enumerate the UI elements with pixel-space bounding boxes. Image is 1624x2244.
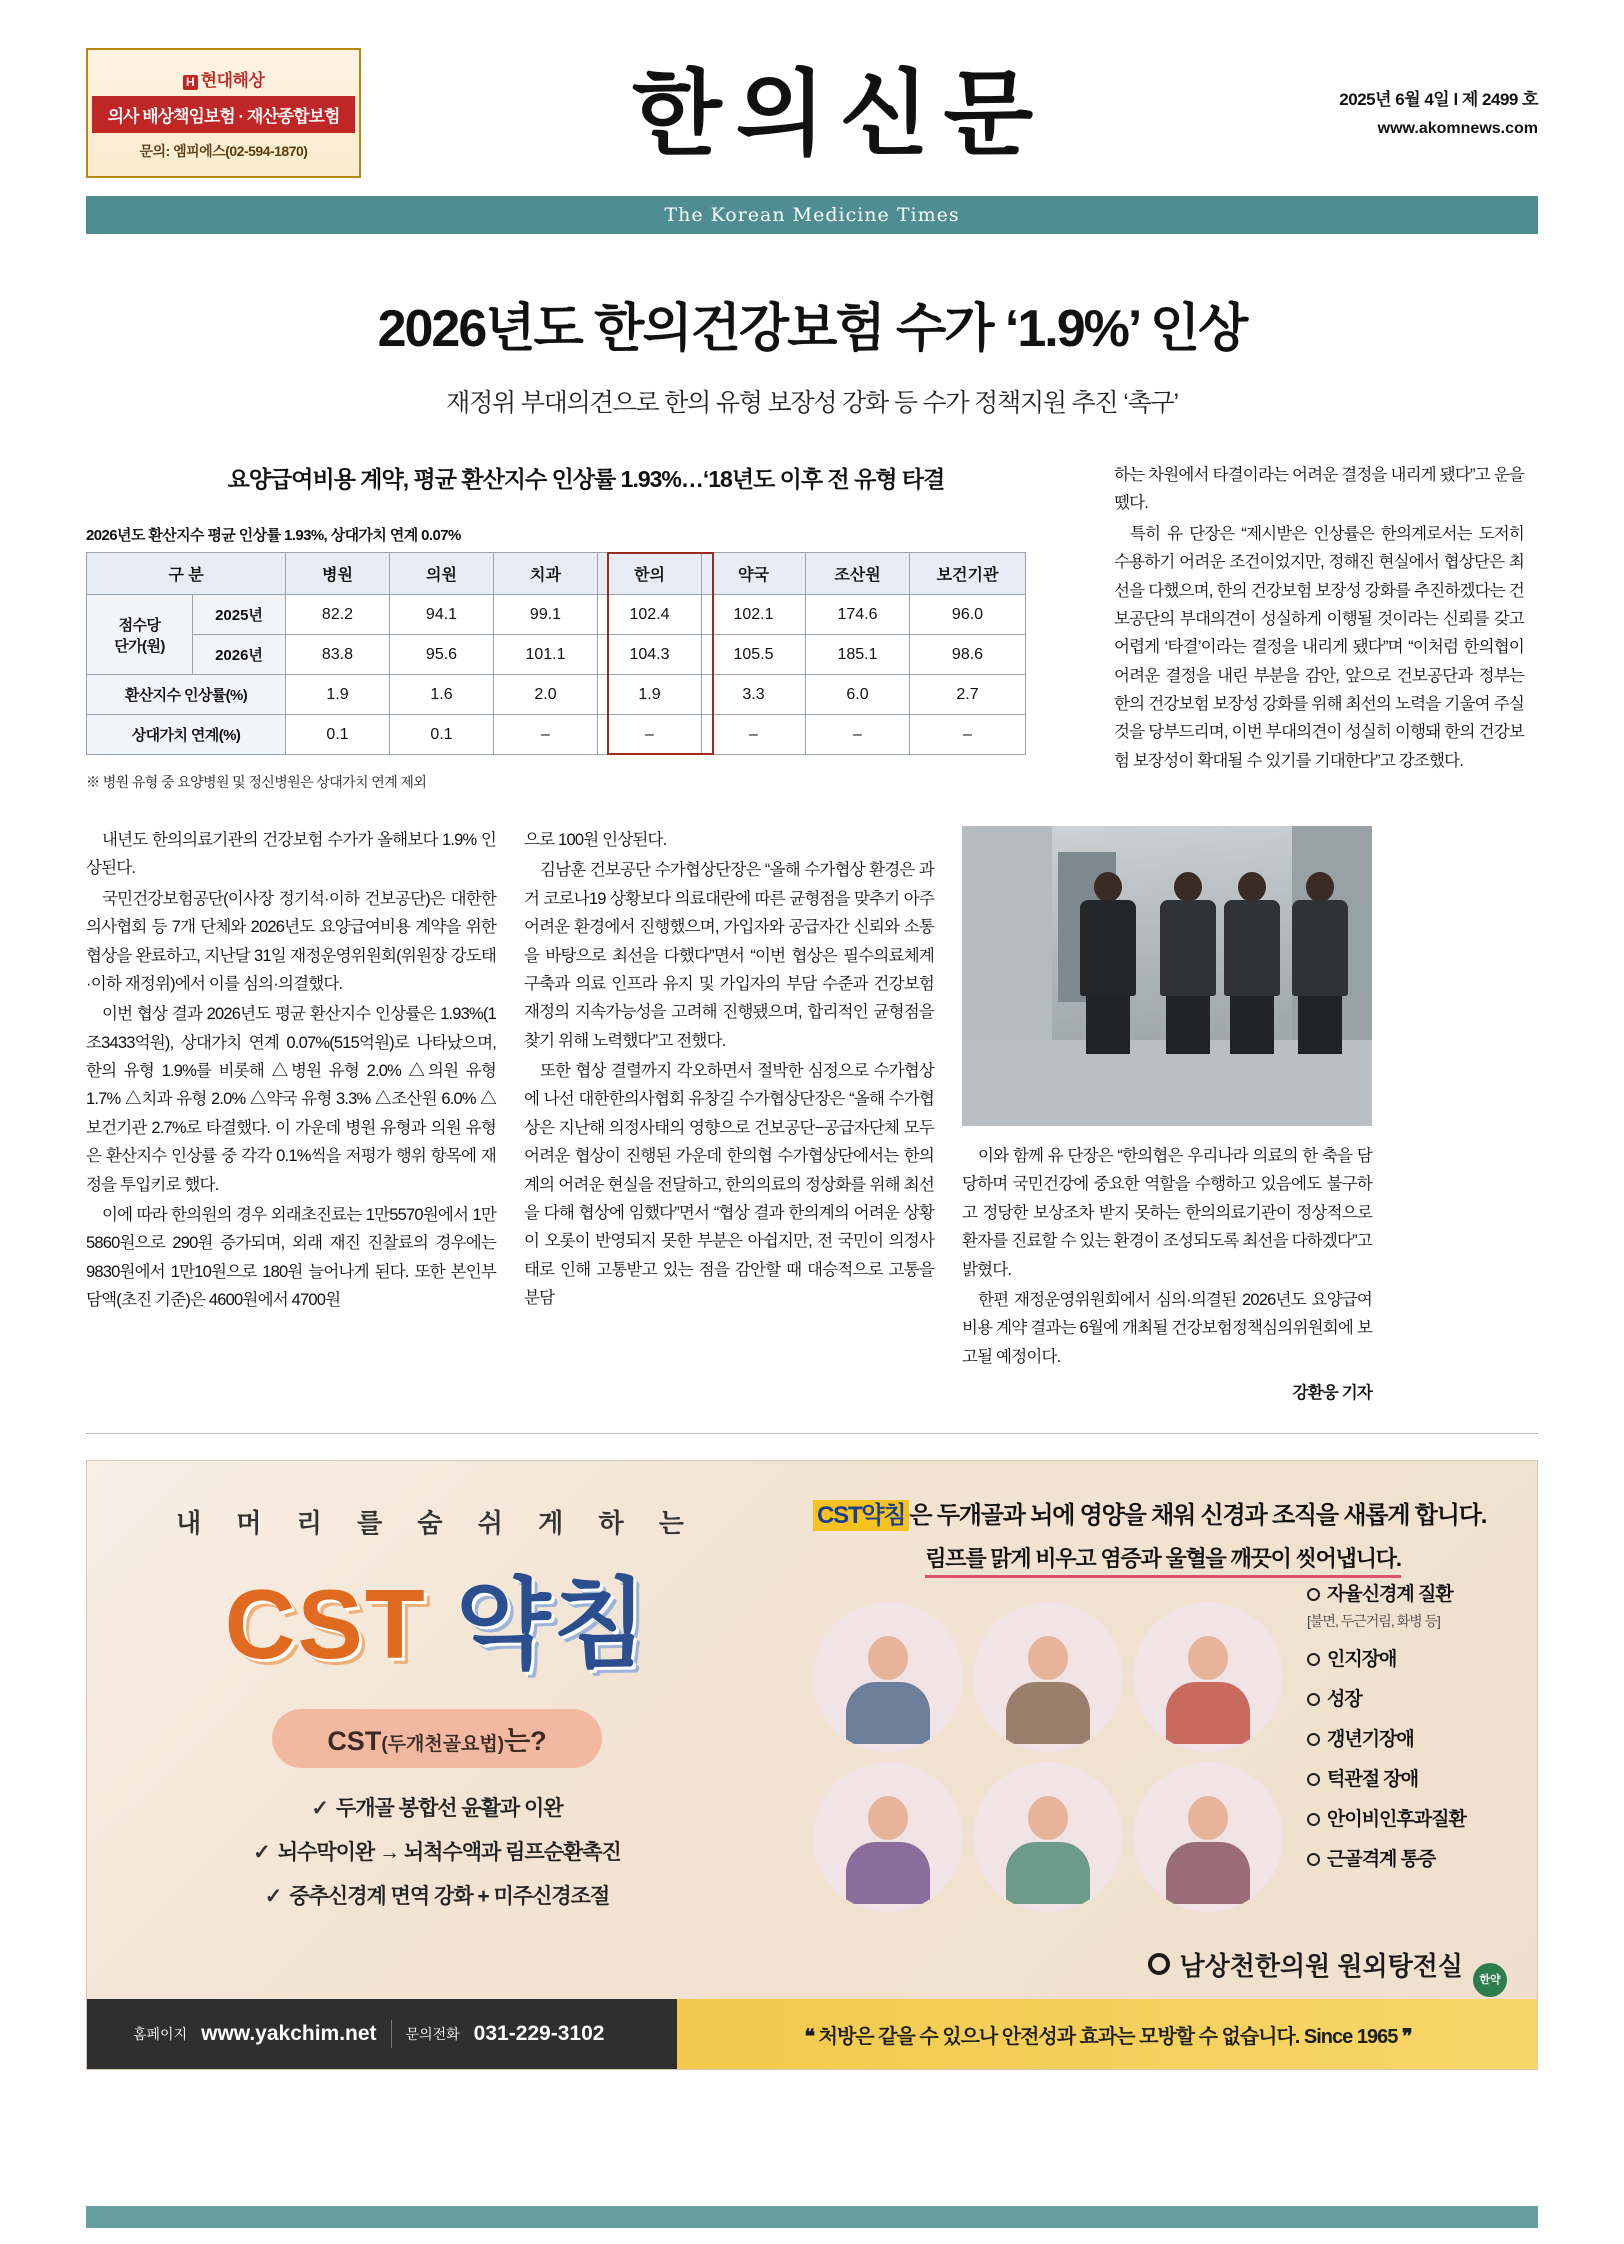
ad-headline-rest: 은 두개골과 뇌에 영양을 채워 신경과 조직을 새롭게 합니다. [909,1502,1487,1530]
cell-3-4: – [702,715,806,755]
insurance-logo: H 현대해상 [183,66,265,91]
cell-1-0: 83.8 [286,635,390,675]
ad-question-pill [272,1709,602,1768]
paragraph: 으로 100원 인상된다. [524,831,667,849]
ad-brand-title [121,1546,753,1687]
cell-2-6: 2.7 [910,675,1026,715]
ad-headline-2: 림프를 맑게 비우고 염증과 울혈을 깨끗이 씻어냅니다. [925,1542,1401,1578]
footer-strip [86,2206,1538,2228]
row-label-relative: 상대가치 연계(%) [87,715,286,755]
col-header-1: 병원 [286,553,390,595]
insurance-band: 의사 배상책임보험 · 재산종합보험 [92,96,355,133]
ad-slogan: ❝ 처방은 같을 수 있으나 안전성과 효과는 모방할 수 없습니다. Since 1965 ❞ [677,1999,1538,2069]
list-item [1307,1644,1537,1671]
row-sub-2025: 2025년 [193,595,286,635]
illustration-circle [1133,1602,1283,1752]
article-right-top [1114,461,1524,792]
article-column-2 [524,826,934,1407]
list-item [1307,1844,1537,1871]
tel-number[interactable]: 031-229-3102 [473,2022,605,2046]
list-item-label: 자율신경계 질환 [1327,1584,1453,1606]
divider [391,2020,392,2048]
rates-table [86,552,1026,755]
paragraph: 하는 차원에서 타결이라는 어려운 결정을 내리게 됐다”고 운을 뗐다. [1114,466,1524,513]
ad-illustration-grid [813,1602,1283,1912]
col-header-5: 약국 [702,553,806,595]
article-photo [962,826,1372,1126]
check-circle-icon [1307,1853,1320,1866]
divider [86,1433,1538,1434]
ad-bullet-list [121,1792,753,1910]
issue-info [1298,85,1538,142]
cell-0-5: 174.6 [806,595,910,635]
ad-symptom-list [1307,1579,1537,1884]
cell-1-5: 185.1 [806,635,910,675]
list-item-label: 두개골 봉합선 윤활과 이완 [335,1797,563,1821]
subheadline: 재정위 부대의견으로 한의 유형 보장성 강화 등 수가 정책지원 추진 ‘촉구’ [446,389,1178,417]
list-item [1307,1684,1537,1711]
paragraph: 내년도 한의의료기관의 건강보험 수가가 올해보다 1.9% 인상된다. [86,831,496,878]
table-caption: 2026년도 환산지수 평균 인상률 1.93%, 상대가치 연계 0.07% [86,527,461,544]
paragraph: 한편 재정운영위원회에서 심의·의결된 2026년도 요양급여비용 계약 결과는 6월에 개최될 건강보험정책심의위원회에 보고될 예정이다. [962,1290,1372,1366]
list-item-label: 갱년기장애 [1327,1729,1414,1751]
clinic-name: 남상천한의원 원외탕전실 [1179,1951,1463,1982]
cell-0-1: 94.1 [390,595,494,635]
cell-1-6: 98.6 [910,635,1026,675]
symptom-sub-label: [불면, 두근거림, 화병 등] [1307,1613,1440,1630]
article-column-1 [86,826,496,1407]
cell-3-2: – [494,715,598,755]
paragraph: 이번 협상 결과 2026년도 평균 환산지수 인상률은 1.93%(1조3433억원), 상대가치 연계 0.07%(515억원)로 나타났으며, 한의 유형 1.9%를 비롯해 △병원 유형 2.0% △의원 유형 1.7% △치과 유형 2.0% △약국 유형 3.3% △조산원 6.0% △보건기관 2.7%로 타결했다. 이 가운데 병원 유형과 의원 유형은 환산지수 인상률 중 각각 0.1%씩을 저평가 행위 항목에 재정을 투입키로 했다. [86,1005,496,1194]
list-item [121,1880,753,1910]
list-item-label: 중추신경계 면역 강화 + 미주신경조절 [289,1885,610,1909]
list-item [1307,1579,1537,1606]
check-icon: ✓ [264,1885,282,1909]
ad-footer-contact [87,1999,677,2069]
list-item [121,1836,753,1866]
check-circle-icon [1307,1653,1320,1666]
table-row [87,635,1026,675]
english-title-bar [86,196,1538,234]
ad-headline-mark: CST약침 [813,1500,909,1531]
ad-tagline: 내 머 리 를 숨 쉬 게 하 는 [176,1508,698,1539]
cell-2-5: 6.0 [806,675,910,715]
cell-0-3: 102.4 [598,595,702,635]
row-sub-2026: 2026년 [193,635,286,675]
cell-3-0: 0.1 [286,715,390,755]
ad-pill-tail: 는? [504,1726,547,1757]
cell-2-3: 1.9 [598,675,702,715]
paragraph: 이와 함께 유 단장은 “한의협은 우리나라 의료의 한 축을 담당하며 국민건강에 중요한 역할을 수행하고 있음에도 불구하고 정당한 보상조차 받지 못하는 한의의료기관이 정상적으로 환자를 진료할 수 있는 환경이 조성되도록 최선을 다하겠다”고 밝혔다. [962,1147,1372,1279]
tel-label: 문의전화 [405,2026,460,2043]
col-header-7: 보건기관 [910,553,1026,595]
cell-3-6: – [910,715,1026,755]
check-circle-icon [1307,1813,1320,1826]
col-header-0: 구 분 [87,553,286,595]
cell-0-6: 96.0 [910,595,1026,635]
table-note: ※ 병원 유형 중 요양병원 및 정신병원은 상대가치 연계 제외 [86,774,427,790]
illustration-circle [813,1762,963,1912]
ad-clinic-brand [1148,1946,1508,1989]
cell-1-1: 95.6 [390,635,494,675]
cell-2-1: 1.6 [390,675,494,715]
cell-2-4: 3.3 [702,675,806,715]
photo-person [1292,872,1348,1054]
cell-1-3: 104.3 [598,635,702,675]
col-header-3: 치과 [494,553,598,595]
upper-section [86,461,1538,792]
row-label-unit-price: 점수당 단가(원) [87,595,193,675]
cell-3-3: – [598,715,702,755]
table-row [87,595,1026,635]
paragraph: 이에 따라 한의원의 경우 외래초진료는 1만5570원에서 1만5860원으로 290원 증가되며, 외래 재진 진찰료의 경우에는 9830원에서 1만10원으로 180원 늘어나게 된다. 또한 본인부담액(초진 기준)은 4600원에서 4700원 [86,1205,496,1309]
homepage-label: 홈페이지 [133,2026,188,2043]
cell-1-4: 105.5 [702,635,806,675]
table-wrapper [86,552,1026,755]
list-item-label: 턱관절 장애 [1327,1769,1419,1791]
list-item-label: 안이비인후과질환 [1327,1809,1466,1831]
masthead-advertisement[interactable] [86,48,361,178]
byline: 강환웅 기자 [1292,1384,1372,1402]
ad-right-panel [787,1461,1538,2001]
cell-0-4: 102.1 [702,595,806,635]
masthead [86,0,1538,178]
article-kicker: 요양급여비용 계약, 평균 환산지수 인상률 1.93%…‘18년도 이후 전 유형 타결 [227,466,945,492]
gear-icon [1148,1953,1170,1975]
herb-seal-icon: 한약 [1473,1963,1507,1997]
table-row [87,715,1026,755]
article-column-3 [962,826,1372,1407]
ad-headline-2-wrap [813,1530,1513,1578]
check-circle-icon [1307,1773,1320,1786]
website-url[interactable]: www.akomnews.com [1377,119,1538,137]
list-item [1307,1764,1537,1791]
list-item-label: 성장 [1327,1689,1362,1711]
photo-person [1160,872,1216,1054]
illustration-circle [973,1762,1123,1912]
list-item-label: 뇌수막이완 → 뇌척수액과 림프순환촉진 [277,1841,621,1865]
paragraph: 또한 협상 결렬까지 각오하면서 절박한 심정으로 수가협상에 나선 대한한의사협회 유창길 수가협상단장은 “올해 수가협상은 지난해 의정사태의 영향으로 건보공단−공급자단체 모두 어려운 협상이 진행된 가운데 한의협 수가협상단에서는 한의계의 어려운 현실을 전달하고, 한의의료의 정상화를 위해 최선을 다해 협상에 임했다”면서 “협상 결과 한의계의 어려운 상황이 오롯이 반영되지 못한 부분은 아쉽지만, 전 국민이 의정사태로 인해 고통받고 있는 점을 감안할 때 대승적으로 고통을 분담 [524,1062,934,1307]
ad-pill-sub: (두개천골요법) [381,1734,505,1756]
illustration-circle [1133,1762,1283,1912]
ad-pill-main: CST [327,1726,382,1757]
homepage-url[interactable]: www.yakchim.net [201,2022,377,2046]
ad-brand-yakchim: 약침 [455,1569,650,1680]
article-body [86,826,1538,1407]
list-item [1307,1804,1537,1831]
illustration-circle [813,1602,963,1752]
insurance-contact: 문의: 엠피에스(02-594-1870) [139,142,308,159]
col-header-4: 한의 [598,553,702,595]
headline: 2026년도 한의건강보험 수가 ‘1.9%’ 인상 [377,300,1247,358]
cell-2-2: 2.0 [494,675,598,715]
paragraph: 김남훈 건보공단 수가협상단장은 “올해 수가협상 환경은 과거 코로나19 상황보다 의료대란에 따른 균형점을 맞추기 아주 어려운 환경에서 진행했으며, 가입자와 공급자간 신뢰와 소통을 바탕으로 최선을 다했다”면서 “이번 협상은 필수의료체계 구축과 의료 인프라 유지 및 가입자의 부담 수준과 건강보험 재정의 지속가능성을 고려해 진행됐으며, 합리적인 균형점을 찾기 위해 노력했다”고 전했다. [524,861,934,1050]
table-block [86,461,1086,792]
photo-person [1080,872,1136,1054]
list-item [1307,1724,1537,1751]
cell-3-1: 0.1 [390,715,494,755]
issue-date: 2025년 6월 4일 l 제 2499 호 [1339,89,1538,109]
list-item [121,1792,753,1822]
ad-brand-cst: CST [224,1569,427,1680]
cell-0-0: 82.2 [286,595,390,635]
col-header-6: 조산원 [806,553,910,595]
row-label-rate: 환산지수 인상률(%) [87,675,286,715]
ad-footer [87,1999,1538,2069]
table-row [87,675,1026,715]
check-icon: ✓ [311,1797,328,1821]
illustration-circle [973,1602,1123,1752]
bottom-advertisement[interactable] [86,1460,1538,2070]
paper-title: 한의신문 [631,58,1048,168]
ad-headline-1 [813,1495,1513,1530]
check-circle-icon [1307,1733,1320,1746]
check-circle-icon [1307,1693,1320,1706]
cell-2-0: 1.9 [286,675,390,715]
paragraph: 특히 유 단장은 “제시받은 인상률은 한의계로서는 도저히 수용하기 어려운 조건이었지만, 정해진 현실에서 협상단은 최선을 다했으며, 한의 건강보험 보장성 강화를 추진하겠다는 건보공단의 부대의견이 성실하게 이행될 것이라는 신뢰를 갖고 어렵게 ‘타결’이라는 결정을 내리게 됐다”며 “이처럼 한의협이 어려운 결정을 내린 부분을 감안, 앞으로 건보공단과 정부는 한의 건강보험 보장성 강화를 위해 최선의 노력을 기울여 주실 것을 당부드리며, 이번 부대의견이 성실히 이행돼 한의 건강보험 보장성이 확대될 수 있기를 기대한다”고 강조했다. [1114,524,1524,770]
col-header-2: 의원 [390,553,494,595]
ad-left-panel [87,1461,787,2001]
title-wrap [383,58,1276,168]
cell-1-2: 101.1 [494,635,598,675]
check-icon: ✓ [253,1841,270,1865]
photo-person [1224,872,1280,1054]
list-item-label: 근골격계 통증 [1327,1849,1436,1871]
check-circle-icon [1307,1588,1320,1601]
cell-3-5: – [806,715,910,755]
table-header-row [87,553,1026,595]
paragraph: 국민건강보험공단(이사장 정기석·이하 건보공단)은 대한한의사협회 등 7개 단체와 2026년도 요양급여비용 계약을 위한 협상을 완료하고, 지난달 31일 재정운영위원회(위원장 강도태·이하 재정위)에서 이를 심의·의결했다. [86,889,496,993]
hyundai-h-icon: H [183,75,198,90]
cell-0-2: 99.1 [494,595,598,635]
english-title: The Korean Medicine Times [664,204,960,226]
list-item-label: 인지장애 [1327,1649,1397,1671]
